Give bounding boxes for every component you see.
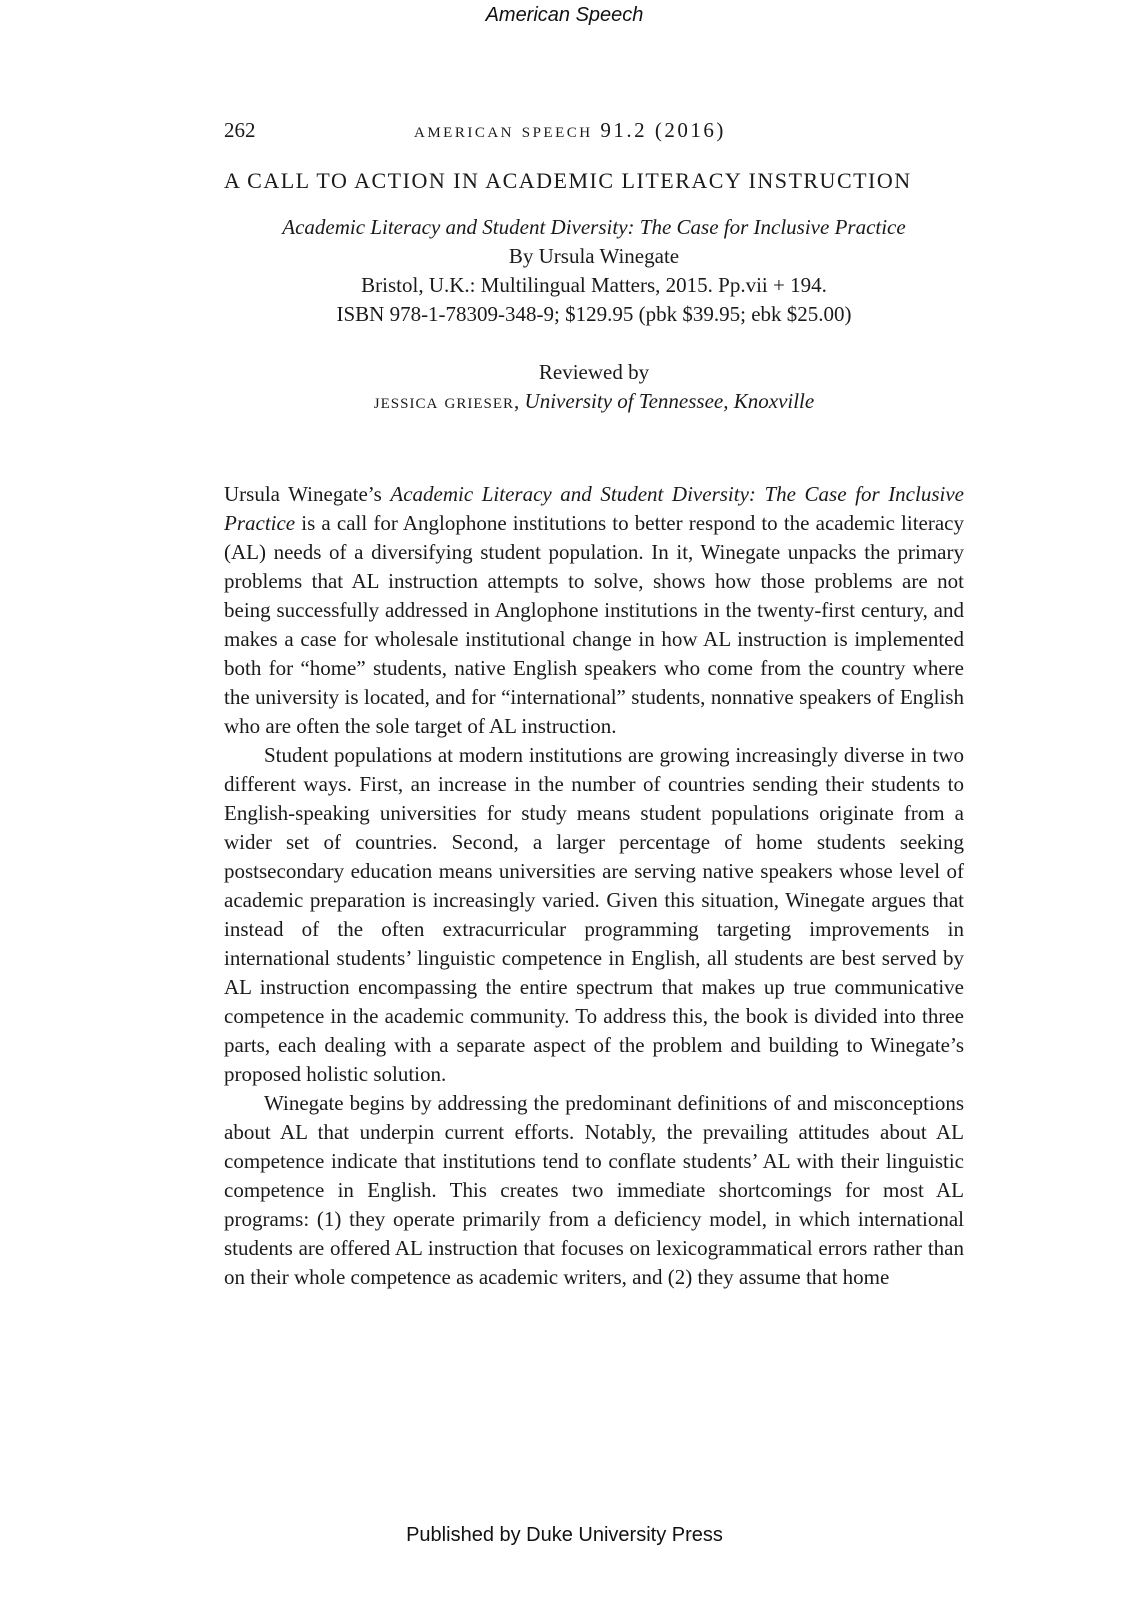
- paragraph-1-book-title: Academic Literacy and Student Diversity: The Case for Inclusive Practice: [224, 482, 964, 535]
- book-author: By Ursula Winegate: [508, 244, 680, 268]
- watermark-publisher: Published by Duke University Press: [406, 1524, 723, 1546]
- book-isbn-price: ISBN 978-1-78309-348-9; $129.95 (pbk $39.95; ebk $25.00): [336, 302, 852, 326]
- reviewed-by-label: Reviewed by: [538, 360, 650, 384]
- body-paragraph-1: [224, 480, 964, 741]
- reviewer-block: [224, 358, 964, 416]
- reviewer-line: [224, 387, 964, 416]
- review-title: A CALL TO ACTION IN ACADEMIC LITERACY INSTRUCTION: [224, 168, 912, 193]
- body-paragraph-3: Winegate begins by addressing the predominant definitions of and misconceptions about AL that underpin current efforts. Notably, the prevailing attitudes about AL competence indicate that institutions tend to conflate students’ AL with their linguistic competence in English. This creates two immediate shortcomings for most AL programs: (1) they operate primarily from a deficiency model, in which international students are offered AL instruction that focuses on lexicogrammatical errors rather than on their whole competence as academic writers, and (2) they assume that home: [224, 1091, 964, 1289]
- book-title: Academic Literacy and Student Diversity: The Case for Inclusive Practice: [282, 215, 906, 239]
- watermark-journal-name: American Speech: [485, 4, 644, 26]
- book-info-block: [224, 213, 964, 329]
- reviewer-affiliation: University of Tennessee, Knoxville: [524, 389, 815, 413]
- paragraph-1-text: is a call for Anglophone institutions to better respond to the academic literacy (AL) needs of a diversifying student population. In it, Winegate unpacks the primary problems that AL instruction attempts to solve, shows how those problems are not being successfully addressed in Anglophone institutions in the twenty-first century, and makes a case for wholesale institutional change in how AL instruction is implemented both for “home” students, native English speakers who come from the country where the university is located, and for “international” students, nonnative speakers of English who are often the sole target of AL instruction.: [224, 511, 964, 738]
- reviewer-name: jessica grieser: [373, 389, 515, 413]
- book-publication: Bristol, U.K.: Multilingual Matters, 2015. Pp.vii + 194.: [361, 273, 827, 297]
- page-number: 262: [224, 118, 256, 142]
- reviewer-separator: ,: [514, 389, 525, 413]
- paragraph-1-prefix: Ursula Winegate’s: [224, 482, 391, 506]
- running-head: [224, 118, 964, 148]
- body-paragraph-2: Student populations at modern institutions are growing increasingly diverse in two different ways. First, an increase in the number of countries sending their students to English-speaking universities for study means student populations originate from a wider set of countries. Second, a larger percentage of home students seeking postsecondary education means universities are serving native speakers whose level of academic preparation is increasingly varied. Given this situation, Winegate argues that instead of the often extracurricular programming targeting improvements in international students’ linguistic competence in English, all students are best served by AL instruction encompassing the entire spectrum that makes up true communicative competence in the academic community. To address this, the book is divided into three parts, each dealing with a separate aspect of the problem and building to Winegate’s proposed holistic solution.: [224, 743, 964, 1086]
- journal-issue-line: american speech 91.2 (2016): [414, 118, 726, 142]
- review-body: [224, 480, 964, 1292]
